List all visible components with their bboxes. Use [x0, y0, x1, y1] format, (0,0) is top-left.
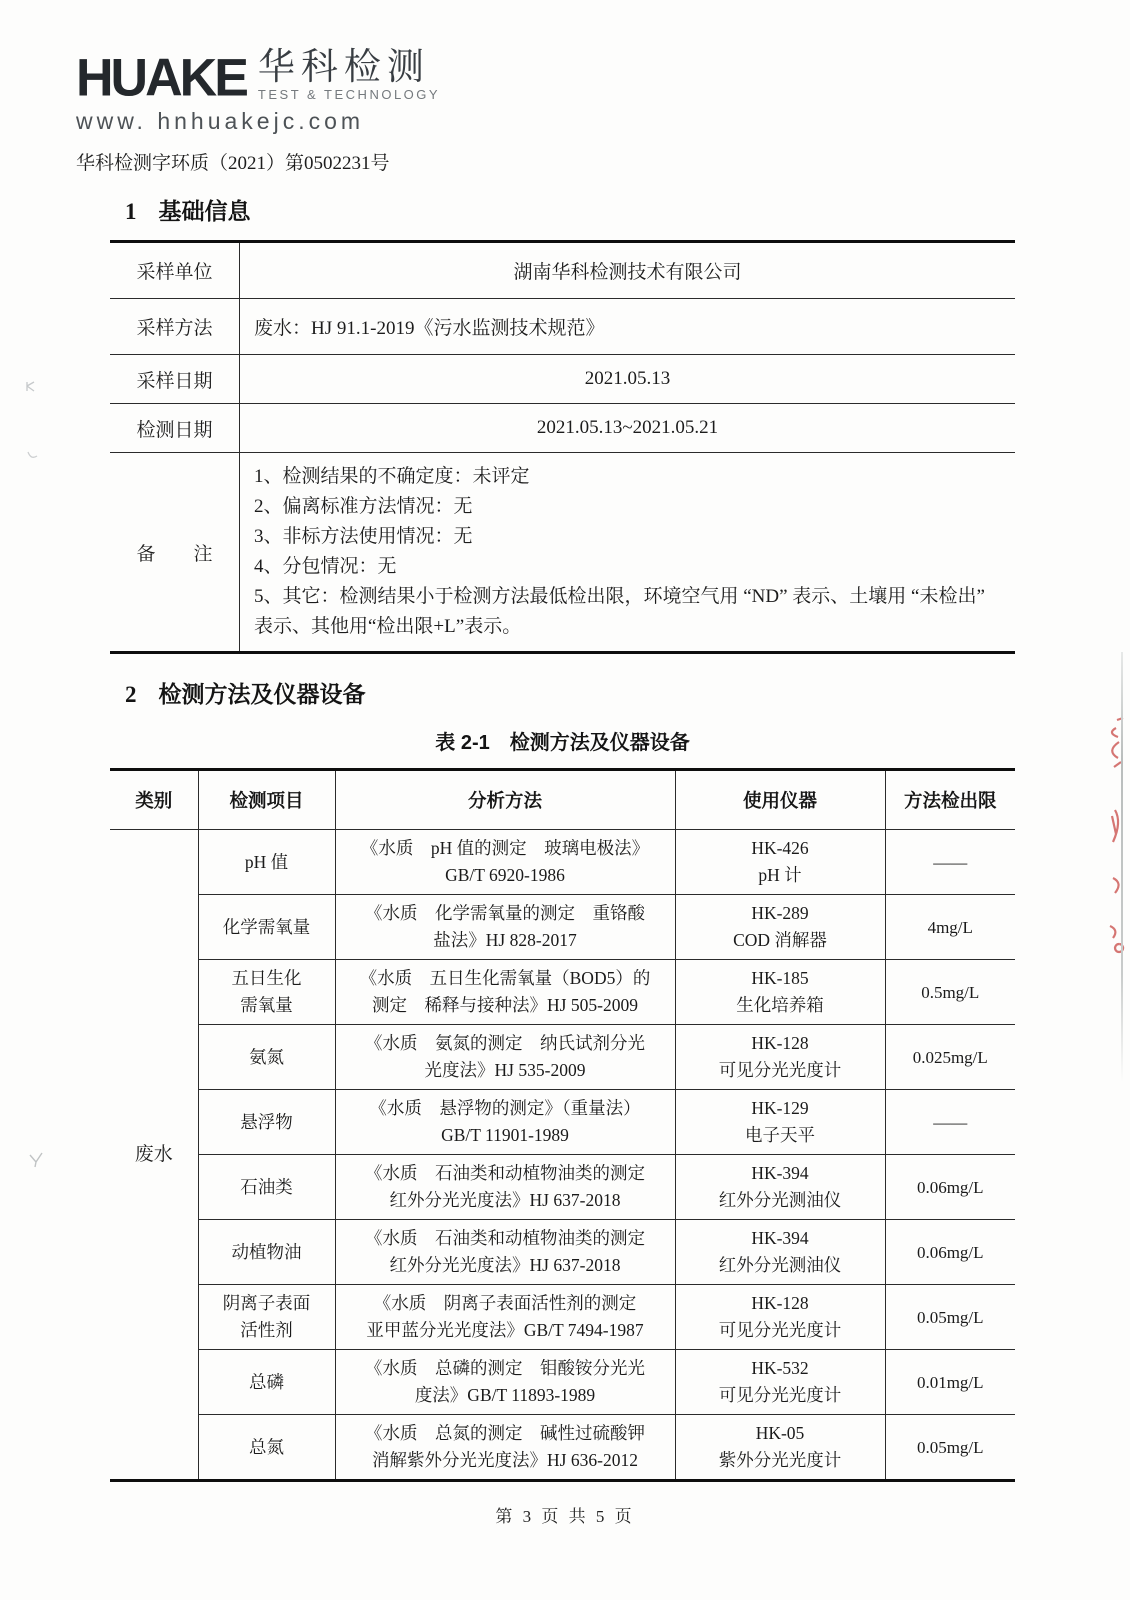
- section1-title: 基础信息: [158, 198, 251, 224]
- instrument-cell: HK-289 COD 消解器: [675, 895, 885, 960]
- method-cell: 《水质 总氮的测定 碱性过硫酸钾 消解紫外分光光度法》HJ 636-2012: [335, 1415, 675, 1481]
- item-cell: 动植物油: [198, 1220, 335, 1285]
- method-cell: 《水质 总磷的测定 钼酸铵分光光 度法》GB/T 11893-1989: [335, 1350, 675, 1415]
- table-row: [110, 355, 1015, 404]
- method-cell: 《水质 石油类和动植物油类的测定 红外分光光度法》HJ 637-2018: [335, 1220, 675, 1285]
- basic-info-table: [110, 240, 1015, 654]
- item-cell: 化学需氧量: [198, 895, 335, 960]
- method-row: [110, 1025, 1015, 1090]
- remarks-content: [240, 453, 1016, 653]
- method-cell: 《水质 氨氮的测定 纳氏试剂分光 光度法》HJ 535-2009: [335, 1025, 675, 1090]
- section2-title: 检测方法及仪器设备: [158, 681, 366, 707]
- remark-item: 3、非标方法使用情况：无: [254, 526, 473, 547]
- row-label: 检测日期: [110, 404, 240, 453]
- col-header-instrument: 使用仪器: [675, 770, 885, 830]
- item-cell: 总氮: [198, 1415, 335, 1481]
- method-cell: 《水质 化学需氧量的测定 重铬酸 盐法》HJ 828-2017: [335, 895, 675, 960]
- limit-cell: 0.05mg/L: [885, 1285, 1015, 1350]
- method-cell: 《水质 石油类和动植物油类的测定 红外分光光度法》HJ 637-2018: [335, 1155, 675, 1220]
- method-row: [110, 1415, 1015, 1481]
- instrument-cell: HK-185 生化培养箱: [675, 960, 885, 1025]
- scan-edge-line: [1121, 652, 1123, 1082]
- row-value: 湖南华科检测技术有限公司: [513, 262, 742, 283]
- instrument-cell: HK-128 可见分光光度计: [675, 1285, 885, 1350]
- item-cell: 阴离子表面 活性剂: [198, 1285, 335, 1350]
- method-cell: 《水质 悬浮物的测定》（重量法） GB/T 11901-1989: [335, 1090, 675, 1155]
- method-row: [110, 895, 1015, 960]
- item-cell: 悬浮物: [198, 1090, 335, 1155]
- method-cell: 《水质 五日生化需氧量（BOD5）的 测定 稀释与接种法》HJ 505-2009: [335, 960, 675, 1025]
- scan-artifact: [24, 380, 38, 394]
- instrument-cell: HK-128 可见分光光度计: [675, 1025, 885, 1090]
- limit-cell: 0.5mg/L: [885, 960, 1015, 1025]
- limit-cell: 0.05mg/L: [885, 1415, 1015, 1481]
- item-cell: 氨氮: [198, 1025, 335, 1090]
- instrument-cell: HK-129 电子天平: [675, 1090, 885, 1155]
- instrument-cell: HK-394 红外分光测油仪: [675, 1220, 885, 1285]
- report-number: 华科检测字环质（2021）第0502231号: [76, 153, 390, 174]
- item-cell: 五日生化 需氧量: [198, 960, 335, 1025]
- methods-table: [110, 768, 1015, 1482]
- table2-caption: 表 2-1 检测方法及仪器设备: [435, 732, 690, 754]
- item-cell: 总磷: [198, 1350, 335, 1415]
- method-row: [110, 1285, 1015, 1350]
- row-value: 2021.05.13: [240, 355, 1016, 404]
- section1-heading: [125, 193, 251, 226]
- item-cell: pH 值: [198, 830, 335, 895]
- company-website: www. hnhuakejc.com: [76, 108, 365, 134]
- method-row: [110, 1350, 1015, 1415]
- row-value: 2021.05.13~2021.05.21: [240, 404, 1016, 453]
- table-row: [110, 242, 1015, 299]
- row-label: 采样单位: [110, 242, 240, 299]
- instrument-cell: HK-05 紫外分光光度计: [675, 1415, 885, 1481]
- row-label: 采样日期: [110, 355, 240, 404]
- col-header-method: 分析方法: [335, 770, 675, 830]
- method-row: [110, 960, 1015, 1025]
- row-value: 废水：HJ 91.1-2019《污水监测技术规范》: [240, 299, 1016, 355]
- remark-item: 1、检测结果的不确定度：未评定: [254, 466, 530, 487]
- remark-item: 2、偏离标准方法情况：无: [254, 496, 473, 517]
- methods-header-row: [110, 770, 1015, 830]
- limit-cell: 4mg/L: [885, 895, 1015, 960]
- remarks-row: [110, 453, 1015, 653]
- company-logo: [76, 47, 441, 135]
- limit-cell: 0.06mg/L: [885, 1220, 1015, 1285]
- instrument-cell: HK-394 红外分光测油仪: [675, 1155, 885, 1220]
- instrument-cell: HK-426 pH 计: [675, 830, 885, 895]
- method-cell: 《水质 pH 值的测定 玻璃电极法》 GB/T 6920-1986: [335, 830, 675, 895]
- scan-artifact: [26, 448, 40, 462]
- instrument-cell: HK-532 可见分光光度计: [675, 1350, 885, 1415]
- logo-tagline: TEST & TECHNOLOGY: [257, 87, 441, 102]
- method-row: [110, 830, 1015, 895]
- item-cell: 石油类: [198, 1155, 335, 1220]
- red-stamp-edge-marks: [1098, 698, 1128, 968]
- table-row: [110, 299, 1015, 355]
- limit-cell: ——: [885, 830, 1015, 895]
- col-header-category: 类别: [110, 770, 198, 830]
- limit-cell: 0.01mg/L: [885, 1350, 1015, 1415]
- scan-artifact: [28, 1152, 44, 1168]
- method-cell: 《水质 阴离子表面活性剂的测定 亚甲蓝分光光度法》GB/T 7494-1987: [335, 1285, 675, 1350]
- category-cell: 废水: [134, 1144, 173, 1165]
- section2-number: 2: [125, 682, 137, 707]
- col-header-item: 检测项目: [198, 770, 335, 830]
- remark-item: 4、分包情况：无: [254, 556, 397, 577]
- method-row: [110, 1220, 1015, 1285]
- logo-huake-wordmark: HUAKE: [76, 48, 246, 108]
- remark-item: 5、其它：检测结果小于检测方法最低检出限，环境空气用 “ND” 表示、土壤用 “未检出” 表示、其他用“检出限+L”表示。: [254, 586, 985, 637]
- method-row: [110, 1155, 1015, 1220]
- table-row: [110, 404, 1015, 453]
- limit-cell: 0.06mg/L: [885, 1155, 1015, 1220]
- logo-chinese-name: 华科检测: [257, 47, 430, 88]
- limit-cell: 0.025mg/L: [885, 1025, 1015, 1090]
- remarks-label: 备 注: [110, 453, 240, 653]
- row-label: 采样方法: [110, 299, 240, 355]
- page-indicator: 第 3 页 共 5 页: [495, 1507, 635, 1526]
- method-row: [110, 1090, 1015, 1155]
- section2-heading: [125, 676, 366, 709]
- limit-cell: ——: [885, 1090, 1015, 1155]
- section1-number: 1: [125, 199, 137, 224]
- col-header-limit: 方法检出限: [885, 770, 1015, 830]
